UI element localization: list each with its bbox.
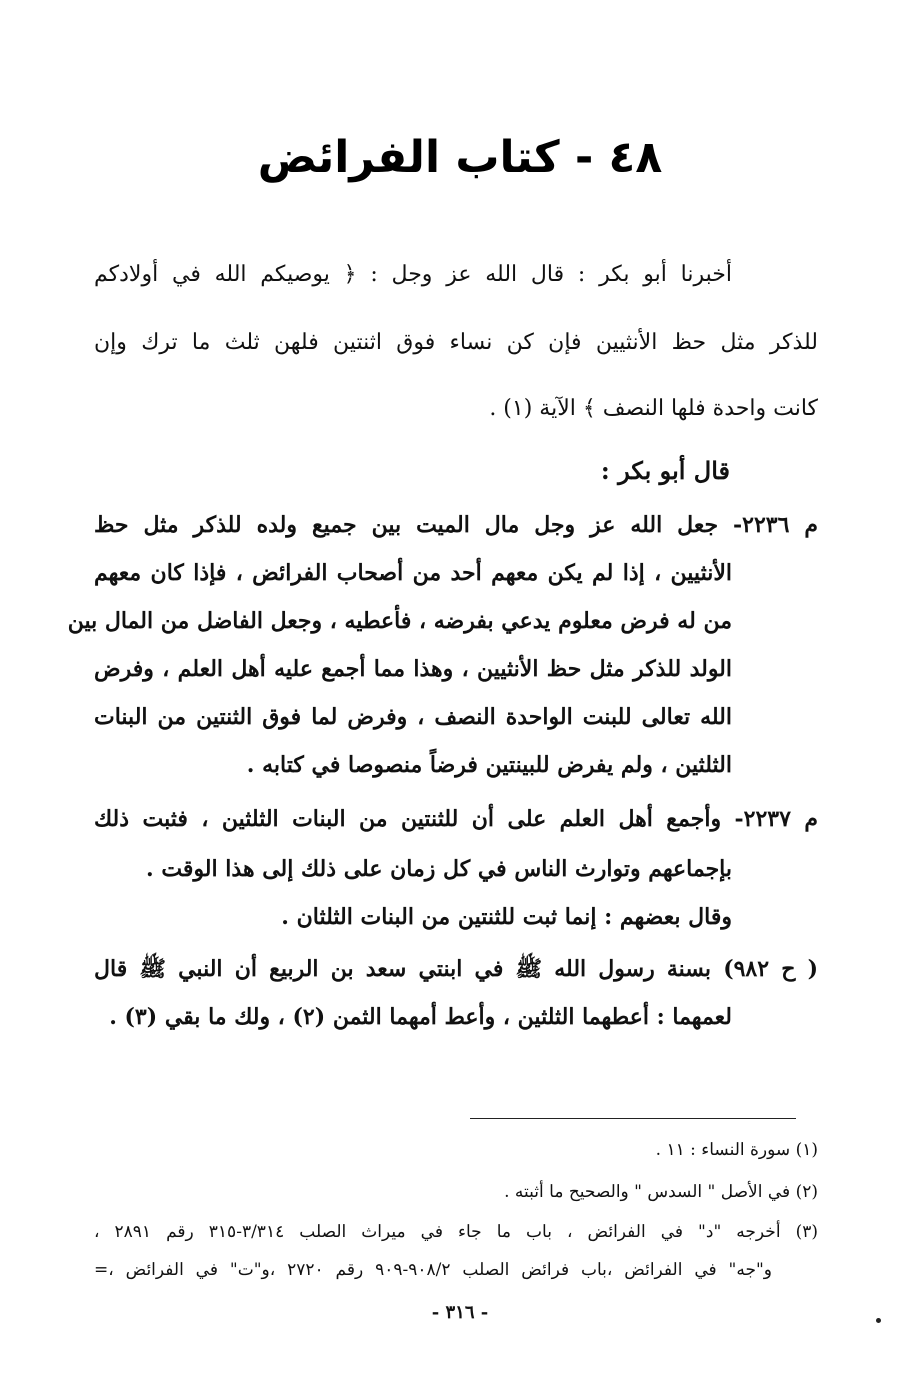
paragraph-2237-line-3: وقال بعضهم : إنما ثبت للثنتين من البنات الثلثان . — [281, 904, 732, 930]
footnote-separator — [470, 1118, 796, 1119]
intro-line-1: أخبرنا أبو بكر : قال الله عز وجل : ﴿ يوصيكم الله في أولادكم — [94, 262, 732, 287]
paragraph-2236-line-4: الولد للذكر مثل حظ الأنثيين ، وهذا مما أجمع عليه أهل العلم ، وفرض — [94, 656, 732, 682]
paragraph-2236-line-3: من له فرض معلوم يدعي بفرضه ، فأعطيه ، وجعل الفاضل من المال بين — [67, 608, 732, 634]
footnote-2: (٢) في الأصل " السدس " والصحيح ما أثبته . — [504, 1182, 818, 1202]
chapter-title: ٤٨ - كتاب الفرائض — [257, 132, 663, 183]
footnote-1: (١) سورة النساء : ١١ . — [655, 1140, 818, 1160]
paragraph-2236-line-6: الثلثين ، ولم يفرض للبينتين فرضاً منصوصا في كتابه . — [246, 752, 732, 778]
paragraph-2237-line-1: م ٢٢٣٧- وأجمع أهل العلم على أن للثنتين من البنات الثلثين ، فثبت ذلك — [94, 806, 818, 832]
section-heading: قال أبو بكر : — [600, 456, 730, 485]
footnote-3-line-1: (٣) أخرجه "د" في الفرائض ، باب ما جاء في ميراث الصلب ٣/٣١٤-٣١٥ رقم ٢٨٩١ ، — [94, 1222, 818, 1242]
page-number: - ٣١٦ - — [431, 1302, 489, 1323]
scan-speck — [876, 1318, 881, 1323]
paragraph-2237-line-2: بإجماعهم وتوارث الناس في كل زمان على ذلك إلى هذا الوقت . — [146, 856, 732, 882]
hadith-982-line-1: ( ح ٩٨٢) بسنة رسول الله ﷺ في ابنتي سعد بن الربيع أن النبي ﷺ قال — [94, 956, 818, 982]
paragraph-2236-line-2: الأنثيين ، إذا لم يكن معهم أحد من أصحاب الفرائض ، فإذا كان معهم — [94, 560, 732, 586]
intro-line-3: كانت واحدة فلها النصف ﴾ الآية (١) . — [489, 396, 818, 421]
paragraph-2236-line-5: الله تعالى للبنت الواحدة النصف ، وفرض لما فوق الثنتين من البنات — [94, 704, 732, 730]
footnote-3-line-2: و"جه" في الفرائض ،باب فرائض الصلب ٩٠٨/٢-٩٠٩ رقم ٢٧٢٠ ،و"ت" في الفرائض ،= — [94, 1260, 772, 1280]
hadith-982-line-2: لعمهما : أعطهما الثلثين ، وأعط أمهما الثمن (٢) ، ولك ما بقي (٣) . — [109, 1004, 732, 1030]
intro-line-2: للذكر مثل حظ الأنثيين فإن كن نساء فوق اثنتين فلهن ثلث ما ترك وإن — [94, 330, 818, 355]
paragraph-2236-line-1: م ٢٢٣٦- جعل الله عز وجل مال الميت بين جميع ولده للذكر مثل حظ — [94, 512, 819, 538]
